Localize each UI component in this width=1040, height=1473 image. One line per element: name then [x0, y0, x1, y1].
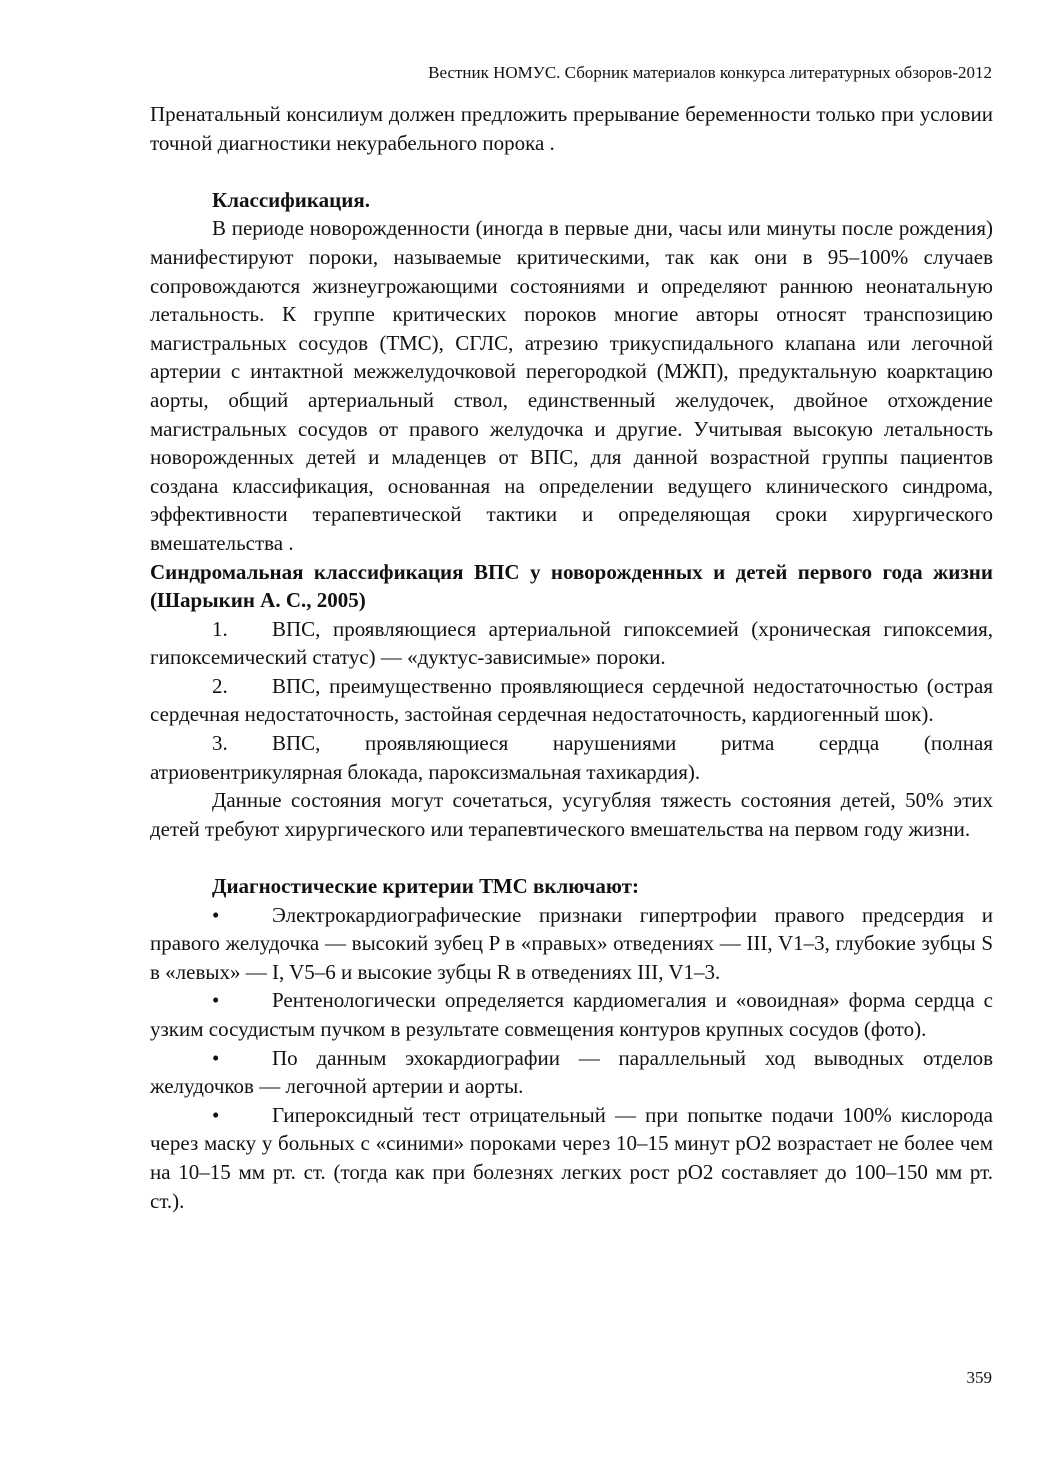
criteria-heading: Диагностические критерии ТМС включают:	[212, 874, 639, 899]
classification-heading: Классификация.	[212, 187, 370, 212]
item-number: 1.	[212, 616, 228, 641]
bullet-text: По данным эхокардиографии — параллельный ход выводных отделов желудочков — легочной артерии и аорты.	[150, 1045, 993, 1099]
item-number: 3.	[212, 731, 228, 756]
list-item	[150, 615, 993, 672]
bullet-item	[150, 1044, 993, 1101]
list-item	[150, 729, 993, 786]
bullet-item	[150, 986, 993, 1043]
page-body	[150, 100, 993, 1215]
bullet-text: Электрокардиографические признаки гипертрофии правого предсердия и правого желудочка — высокий зубец P в «правых» отведениях — III, V1–3, глубокие зубцы S в «левых» — I, V5–6 и высокие зубцы R в отведениях III, V1–3.	[150, 902, 993, 984]
bullet-icon: •	[212, 1102, 220, 1127]
bullet-text: Гипероксидный тест отрицательный — при попытке подачи 100% кислорода через маску у больных с «синими» пороками через 10–15 минут pO2 возрастает не более чем на 10–15 мм рт. ст. (тогда как при болезнях легких рост pO2 составляет до 100–150 мм рт. ст.).	[150, 1102, 993, 1213]
item-text: ВПС, преимущественно проявляющиеся сердечной недостаточностью (острая сердечная недостаточность, застойная сердечная недостаточность, кардиогенный шок).	[150, 673, 993, 727]
page-number: 359	[966, 1368, 992, 1387]
item-number: 2.	[212, 673, 228, 698]
bullet-icon: •	[212, 988, 220, 1013]
syndromic-note: Данные состояния могут сочетаться, усугубляя тяжесть состояния детей, 50% этих детей требуют хирургического или терапевтического вмешательства на первом году жизни.	[150, 788, 993, 841]
bullet-icon: •	[212, 902, 220, 927]
bullet-item	[150, 901, 993, 987]
list-item	[150, 672, 993, 729]
syndromic-classification-heading: Синдромальная классификация ВПС у новорожденных и детей первого года жизни (Шарыкин А. С., 2005)	[150, 559, 993, 613]
bullet-text: Рентенологически определяется кардиомегалия и «овоидная» форма сердца с узким сосудистым пучком в результате совмещения контуров крупных сосудов (фото).	[150, 988, 993, 1041]
running-header: Вестник НОМУС. Сборник материалов конкурса литературных обзоров-2012	[428, 63, 992, 82]
intro-paragraph: Пренатальный консилиум должен предложить прерывание беременности только при условии точной диагностики некурабельного порока .	[150, 102, 993, 155]
classification-paragraph: В периоде новорожденности (иногда в первые дни, часы или минуты после рождения) манифестируют пороки, называемые критическими, так как они в 95–100% случаев сопровождаются жизнеугрожающими состояниями и определяют раннюю неонатальную летальность. К группе критических пороков многие авторы относят транспозицию магистральных сосудов (ТМС), СГЛС, атрезию трикуспидального клапана или легочной артерии с интактной межжелудочковой перегородкой (МЖП), предуктальную коарктацию аорты, общий артериальный ствол, единственный желудочек, двойное отхождение магистральных сосудов от правого желудочка и другие. Учитывая высокую летальность новорожденных детей и младенцев от ВПС, для данной возрастной группы пациентов создана классификация, основанная на определении ведущего клинического синдрома, эффективности терапевтической тактики и определяющая сроки хирургического вмешательства .	[150, 216, 993, 555]
bullet-item	[150, 1101, 993, 1215]
item-text: ВПС, проявляющиеся нарушениями ритма сердца (полная атриовентрикулярная блокада, пароксизмальная тахикардия).	[150, 731, 993, 784]
bullet-icon: •	[212, 1045, 220, 1070]
item-text: ВПС, проявляющиеся артериальной гипоксемией (хроническая гипоксемия, гипоксемический статус) — «дуктус-зависимые» пороки.	[150, 616, 993, 670]
